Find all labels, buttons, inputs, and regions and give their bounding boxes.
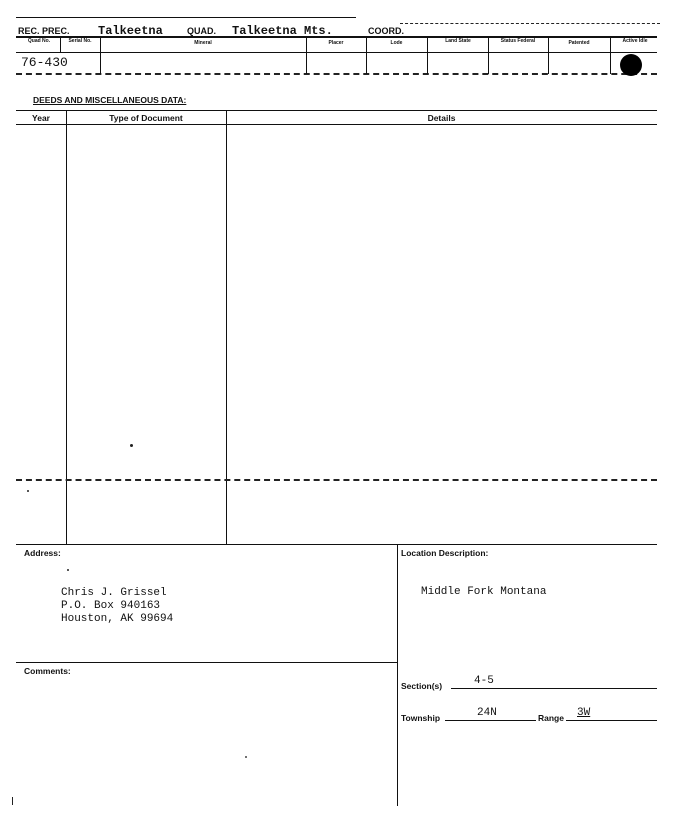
mineral-label: Mineral — [194, 40, 212, 46]
stray-mark-left — [12, 797, 13, 805]
quad-label: QUAD. — [187, 26, 216, 36]
deeds-col-type: Type of Document — [109, 113, 183, 123]
rec-prec-value: Talkeetna — [98, 24, 163, 38]
status-federal-label: Status Federal — [500, 38, 536, 44]
location-description-label: Location Description: — [401, 548, 489, 558]
range-value: 3W — [577, 707, 591, 719]
address-comments-rule — [16, 662, 397, 663]
address-line-1: Chris J. Grissel — [61, 587, 167, 599]
deeds-top-rule — [16, 110, 657, 111]
stray-dot-4 — [245, 756, 247, 758]
rec-prec-label: REC. PREC. — [18, 26, 70, 36]
patented-label: Patented — [568, 40, 590, 46]
coord-label: COORD. — [368, 26, 404, 36]
status-col-divider-6 — [488, 37, 489, 74]
deeds-col-details: Details — [427, 113, 456, 123]
address-label: Address: — [24, 548, 61, 558]
sections-value: 4-5 — [474, 675, 494, 687]
quad-no-label: Quad No. — [27, 38, 51, 44]
stray-dot-3 — [67, 569, 69, 571]
deeds-bottom-rule — [16, 544, 657, 545]
status-col-divider-8 — [610, 37, 611, 74]
deeds-col-year: Year — [32, 113, 50, 123]
stray-dot-2 — [27, 490, 29, 492]
comments-label: Comments: — [24, 666, 71, 676]
status-row-bottom-dashed — [16, 73, 657, 75]
address-line-2: P.O. Box 940163 — [61, 600, 161, 612]
location-description-value: Middle Fork Montana — [421, 586, 547, 598]
stray-dot-1 — [130, 444, 133, 447]
lower-center-divider — [397, 544, 398, 806]
township-label: Township — [401, 713, 441, 723]
range-underline — [566, 720, 657, 721]
header-top-rule — [16, 17, 356, 18]
township-value: 24N — [477, 707, 497, 719]
active-idle-label: Active Idle — [622, 38, 648, 44]
serial-no-label: Serial No. — [68, 38, 92, 44]
land-state-label: Land State — [445, 38, 471, 44]
deeds-section-title: DEEDS AND MISCELLANEOUS DATA: — [33, 95, 187, 105]
status-row-top-rule — [16, 36, 657, 38]
address-line-3: Houston, AK 99694 — [61, 613, 174, 625]
status-col-divider-5 — [427, 37, 428, 74]
sections-label: Section(s) — [401, 681, 443, 691]
status-row-mid-rule — [16, 52, 657, 53]
lode-label: Lode — [390, 40, 403, 46]
active-status-marker — [620, 54, 642, 76]
status-col-divider-1 — [60, 37, 61, 52]
deeds-dashed-separator — [16, 479, 657, 481]
placer-label: Placer — [328, 40, 344, 46]
quad-serial-value: 76-430 — [21, 55, 68, 70]
quad-value: Talkeetna Mts. — [232, 24, 333, 38]
header-top-dashed-rule — [400, 23, 660, 24]
deeds-header-rule — [16, 124, 657, 125]
sections-underline — [451, 688, 657, 689]
range-label: Range — [538, 713, 564, 723]
township-underline — [445, 720, 536, 721]
